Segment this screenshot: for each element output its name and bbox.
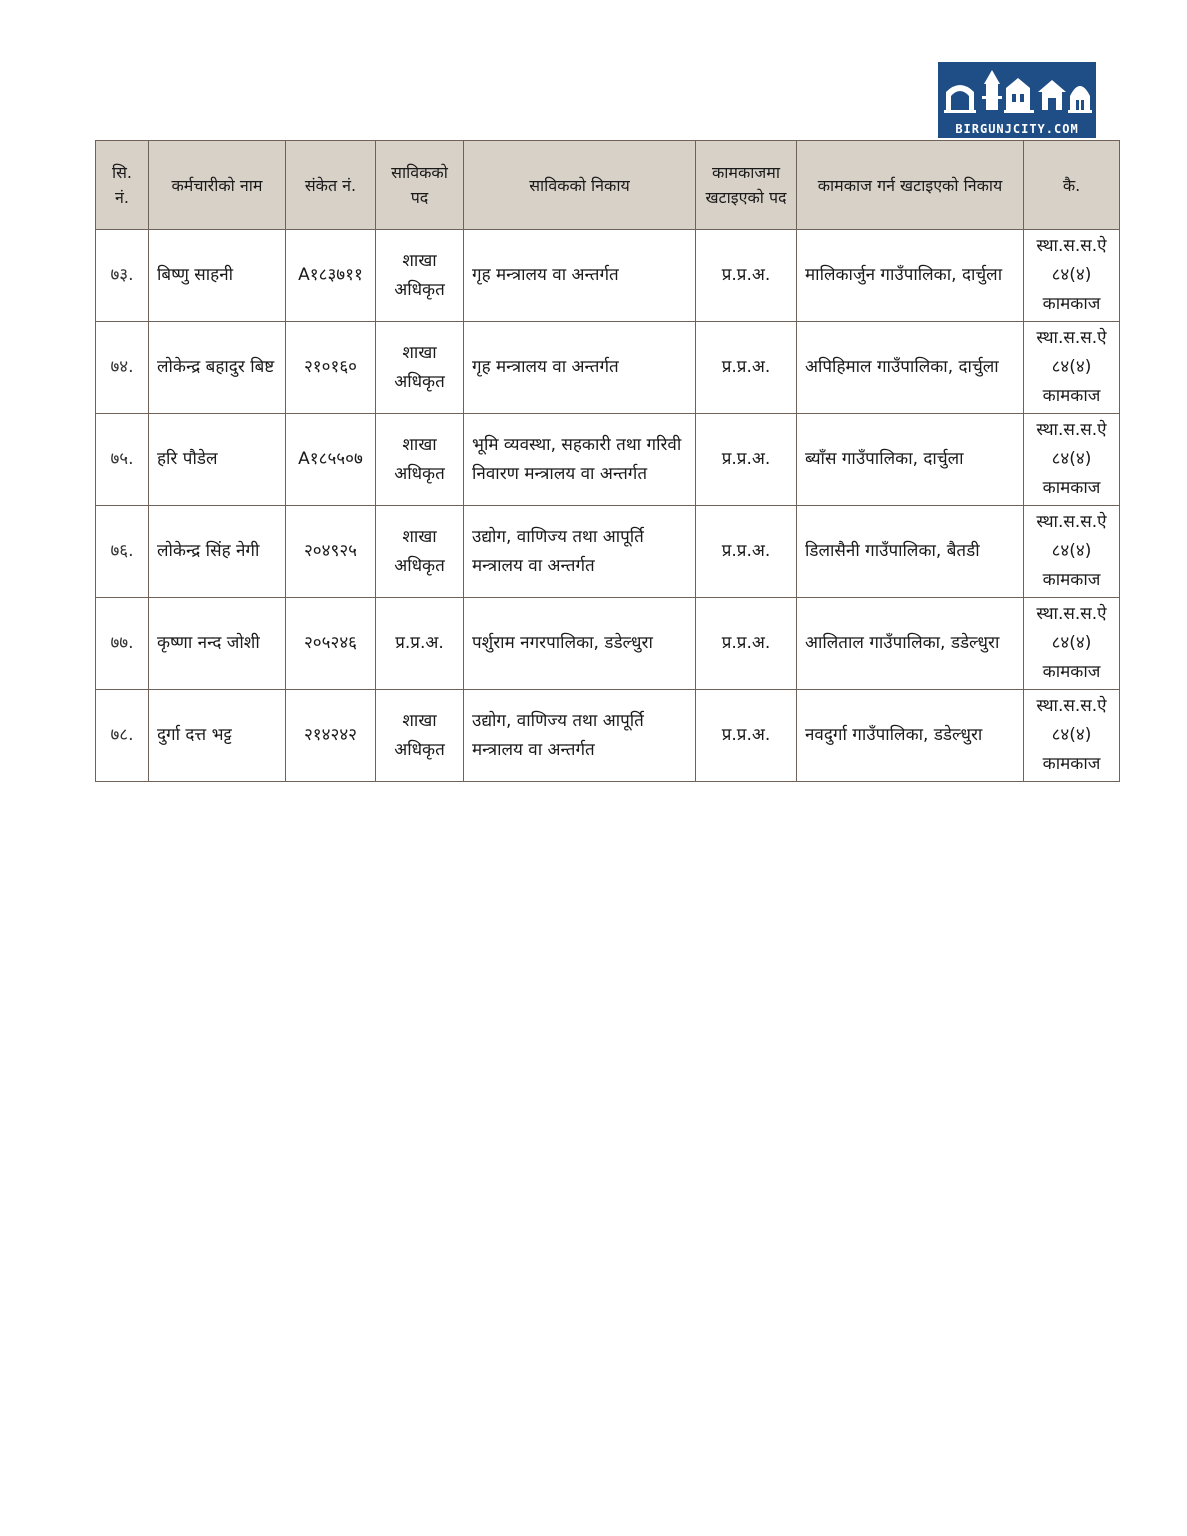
remarks-line: स्था.स.स.ऐ [1036,420,1107,440]
table-row [96,506,1120,598]
cell-assigned-office: आलिताल गाउँपालिका, डडेल्धुरा [797,598,1024,690]
cell-remarks [1024,322,1120,414]
cell-previous-post: शाखा अधिकृत [376,690,464,782]
cell-employee-name: कृष्णा नन्द जोशी [149,598,286,690]
remarks-line: स्था.स.स.ऐ [1036,696,1107,716]
cell-previous-office: उद्योग, वाणिज्य तथा आपूर्ति मन्त्रालय वा अन्तर्गत [464,506,696,598]
header-serial-no: सि. नं. [96,141,149,230]
cell-previous-office: पर्शुराम नगरपालिका, डडेल्धुरा [464,598,696,690]
cell-assigned-post: प्र.प्र.अ. [696,506,797,598]
remarks-line: ८४(४) [1051,633,1092,653]
cell-remarks [1024,230,1120,322]
cell-assigned-post: प्र.प्र.अ. [696,322,797,414]
cell-previous-office: गृह मन्त्रालय वा अन्तर्गत [464,322,696,414]
remarks-line: स्था.स.स.ऐ [1036,512,1107,532]
cell-serial-no: ७४. [96,322,149,414]
remarks-line: कामकाज [1042,478,1101,498]
cell-serial-no: ७६. [96,506,149,598]
cell-remarks [1024,414,1120,506]
cell-previous-office: भूमि व्यवस्था, सहकारी तथा गरिवी निवारण मन्त्रालय वा अन्तर्गत [464,414,696,506]
cell-code-no: २१०१६० [286,322,376,414]
cell-assigned-office: ब्याँस गाउँपालिका, दार्चुला [797,414,1024,506]
cell-previous-post: शाखा अधिकृत [376,414,464,506]
cell-employee-name: लोकेन्द्र सिंह नेगी [149,506,286,598]
cell-serial-no: ७३. [96,230,149,322]
cell-remarks [1024,506,1120,598]
cell-code-no: २०५२४६ [286,598,376,690]
header-employee-name: कर्मचारीको नाम [149,141,286,230]
header-previous-post: साविकको पद [376,141,464,230]
remarks-line: ८४(४) [1051,541,1092,561]
cell-code-no: A१८३७११ [286,230,376,322]
remarks-line: ८४(४) [1051,725,1092,745]
header-code-no: संकेत नं. [286,141,376,230]
table-row [96,322,1120,414]
remarks-line: ८४(४) [1051,449,1092,469]
cell-assigned-post: प्र.प्र.अ. [696,598,797,690]
cell-code-no: २०४९२५ [286,506,376,598]
remarks-line: कामकाज [1042,570,1101,590]
cell-serial-no: ७८. [96,690,149,782]
table-row [96,690,1120,782]
cell-serial-no: ७५. [96,414,149,506]
employee-transfer-table [95,140,1120,782]
cell-previous-post: शाखा अधिकृत [376,322,464,414]
cell-previous-post: प्र.प्र.अ. [376,598,464,690]
remarks-line: कामकाज [1042,386,1101,406]
table-row [96,598,1120,690]
cell-previous-post: शाखा अधिकृत [376,230,464,322]
header-remarks: कै. [1024,141,1120,230]
cell-assigned-office: अपिहिमाल गाउँपालिका, दार्चुला [797,322,1024,414]
cell-previous-office: गृह मन्त्रालय वा अन्तर्गत [464,230,696,322]
cell-remarks [1024,690,1120,782]
cell-employee-name: लोकेन्द्र बहादुर बिष्ट [149,322,286,414]
header-assigned-office: कामकाज गर्न खटाइएको निकाय [797,141,1024,230]
remarks-line: ८४(४) [1051,357,1092,377]
cell-assigned-office: नवदुर्गा गाउँपालिका, डडेल्धुरा [797,690,1024,782]
cell-assigned-office: मालिकार्जुन गाउँपालिका, दार्चुला [797,230,1024,322]
cell-code-no: २१४२४२ [286,690,376,782]
header-previous-office: साविकको निकाय [464,141,696,230]
cell-assigned-post: प्र.प्र.अ. [696,230,797,322]
remarks-line: कामकाज [1042,754,1101,774]
cell-assigned-post: प्र.प्र.अ. [696,690,797,782]
site-logo [938,62,1096,138]
cell-employee-name: हरि पौडेल [149,414,286,506]
logo-text: BIRGUNJCITY.COM [955,122,1079,136]
cell-serial-no: ७७. [96,598,149,690]
header-assigned-post: कामकाजमा खटाइएको पद [696,141,797,230]
cell-previous-office: उद्योग, वाणिज्य तथा आपूर्ति मन्त्रालय वा अन्तर्गत [464,690,696,782]
temple-skyline-icon [938,62,1096,124]
remarks-line: कामकाज [1042,294,1101,314]
cell-previous-post: शाखा अधिकृत [376,506,464,598]
table-row [96,230,1120,322]
cell-code-no: A१८५५०७ [286,414,376,506]
cell-assigned-post: प्र.प्र.अ. [696,414,797,506]
remarks-line: स्था.स.स.ऐ [1036,604,1107,624]
remarks-line: कामकाज [1042,662,1101,682]
cell-remarks [1024,598,1120,690]
remarks-line: ८४(४) [1051,265,1092,285]
remarks-line: स्था.स.स.ऐ [1036,236,1107,256]
table-row [96,414,1120,506]
cell-employee-name: बिष्णु साहनी [149,230,286,322]
cell-assigned-office: डिलासैनी गाउँपालिका, बैतडी [797,506,1024,598]
cell-employee-name: दुर्गा दत्त भट्ट [149,690,286,782]
table-header-row [96,141,1120,230]
remarks-line: स्था.स.स.ऐ [1036,328,1107,348]
